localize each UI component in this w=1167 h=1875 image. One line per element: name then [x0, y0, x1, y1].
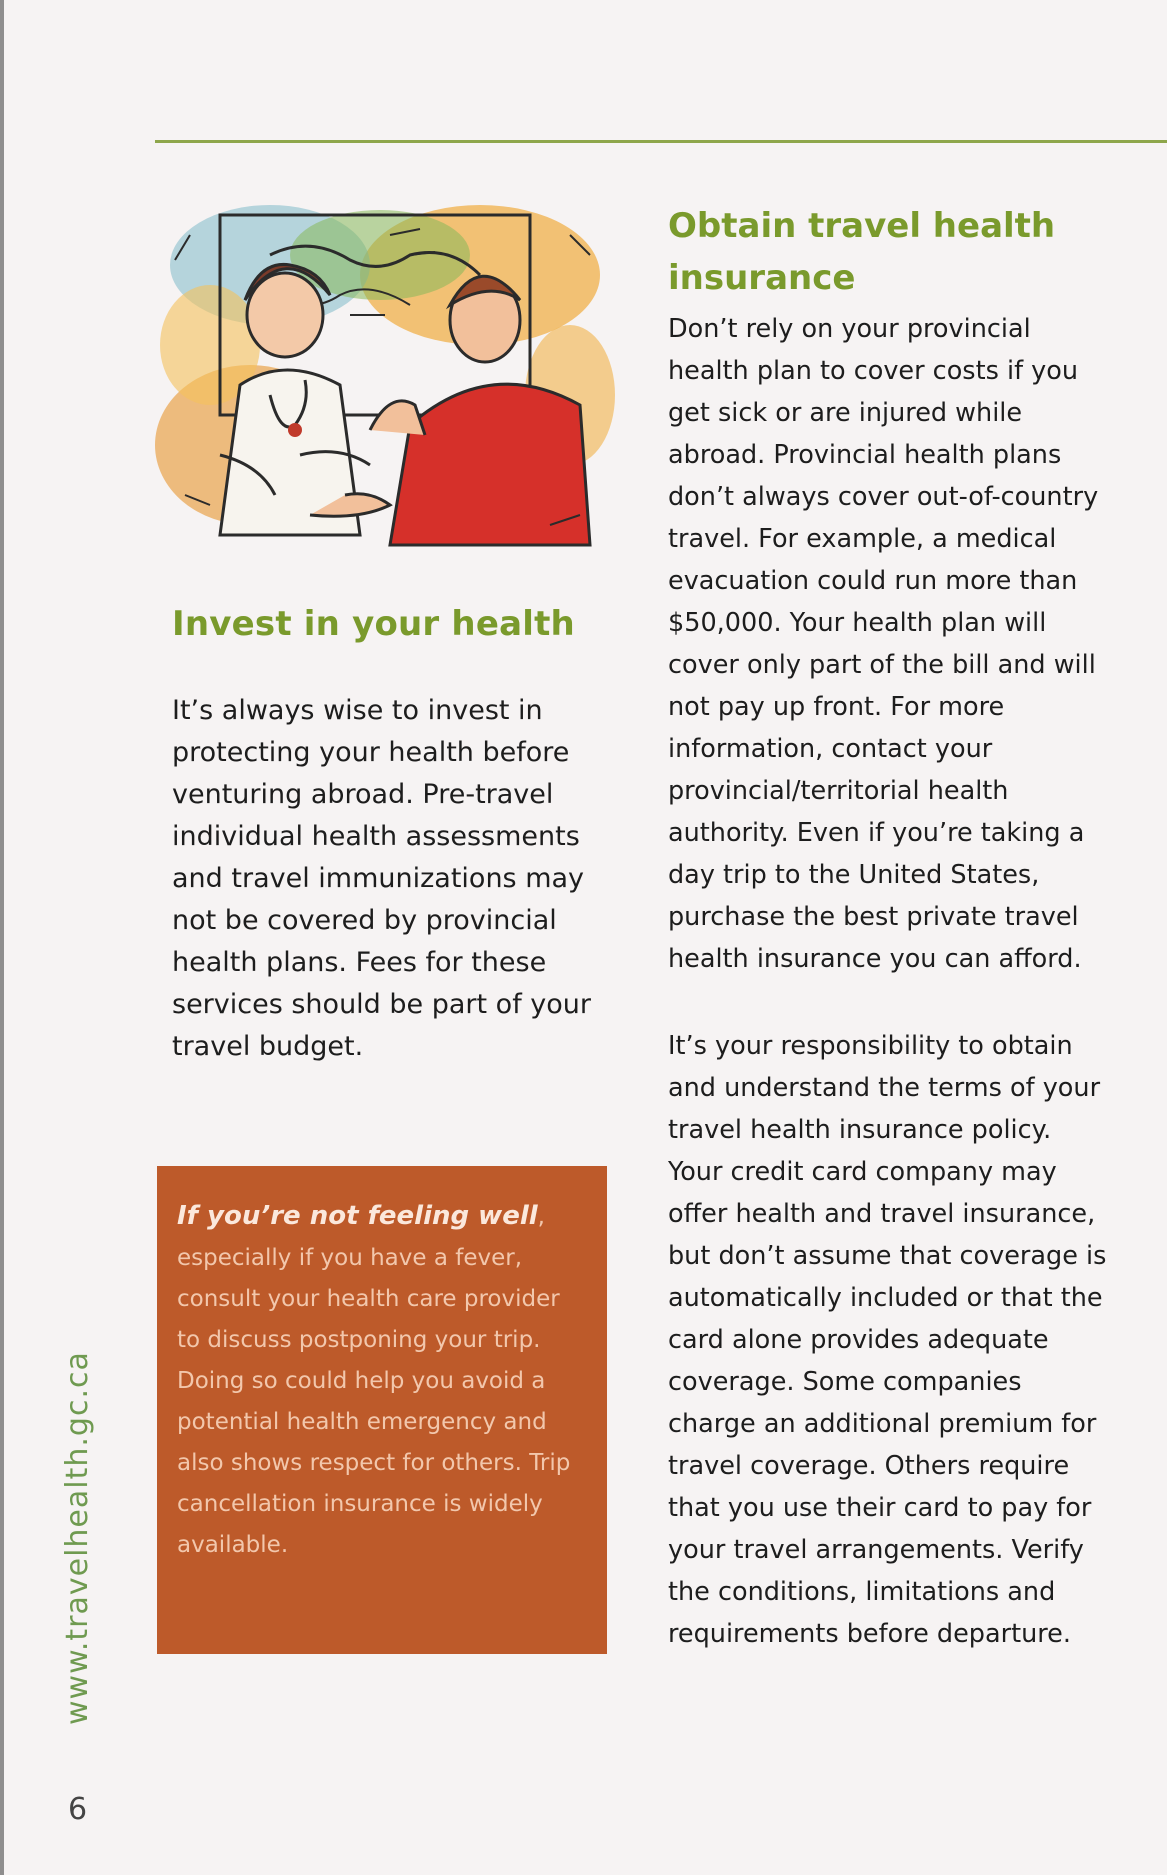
paragraph-insurance-2: It’s your responsibility to obtain and understand the terms of your travel health insurance policy. Your credit card company may offer health and travel insurance, but don’t assume that coverage is automatically included or that the card alone provides adequate coverage. Some companies charge an additional premium for travel coverage. Others require that you use their card to pay for your travel arrangements. Verify the conditions, limitations and requirements before departure.: [668, 1031, 1107, 1649]
callout-not-feeling-well: [157, 1166, 607, 1654]
top-rule-divider: [155, 140, 1167, 143]
page-edge-shadow: [0, 0, 4, 1875]
heading-invest-in-health: Invest in your health: [172, 604, 575, 644]
page-number: 6: [68, 1792, 88, 1827]
callout-lead: If you’re not feeling well: [177, 1201, 538, 1231]
doctor-consultation-illustration-icon: [150, 195, 620, 550]
heading-obtain-insurance: Obtain travel health insurance: [668, 206, 1056, 298]
website-url: www.travelhealth.gc.ca: [60, 1351, 95, 1725]
paragraph-invest-in-health: It’s always wise to invest in protecting your health before venturing abroad. Pre-travel individual health assessments and travel immunizations may not be covered by provincial health plans. Fees for these services should be part of your travel budget.: [172, 695, 592, 1062]
callout-body: , especially if you have a fever, consult your health care provider to discuss postponing your trip. Doing so could help you avoid a potential health emergency and also shows respect for others. Trip cancellation insurance is widely available.: [177, 1204, 571, 1558]
callout-text: [177, 1196, 581, 1566]
paragraph-insurance-1: Don’t rely on your provincial health plan to cover costs if you get sick or are injured while abroad. Provincial health plans don’t always cover out-of-country travel. For example, a medical evacuation could run more than $50,000. Your health plan will cover only part of the bill and will not pay up front. For more information, contact your provincial/territorial health authority. Even if you’re taking a day trip to the United States, purchase the best private travel health insurance you can afford.: [668, 314, 1099, 974]
